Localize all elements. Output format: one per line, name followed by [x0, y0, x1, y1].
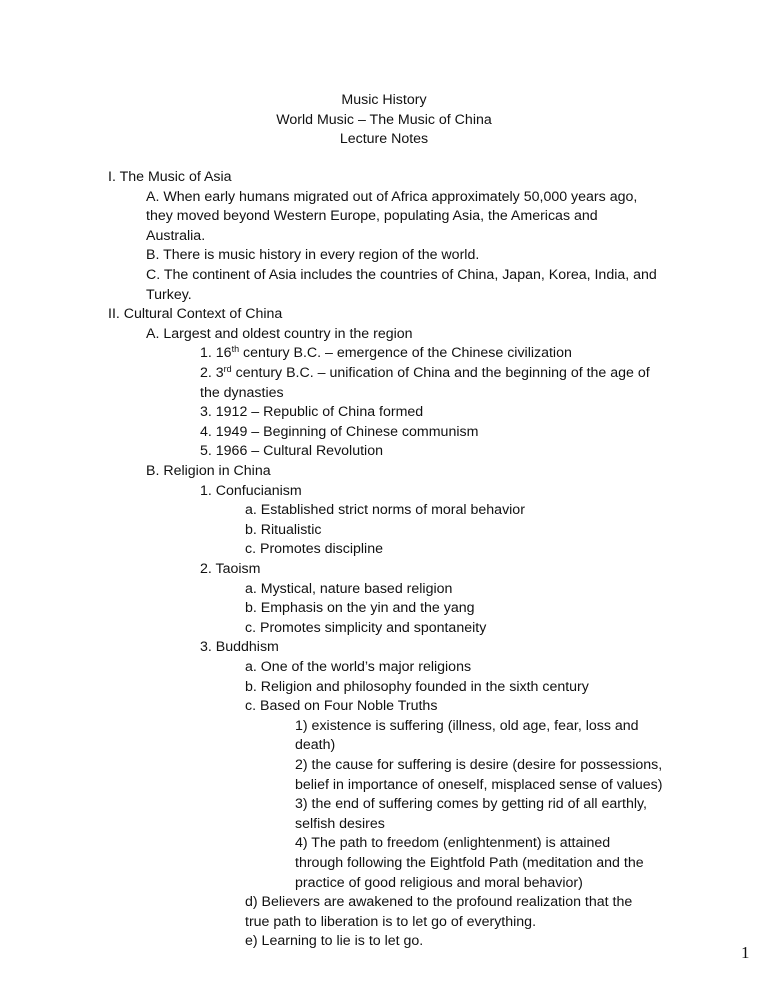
outline-item: through following the Eightfold Path (meditation and the	[295, 855, 644, 871]
outline-item: a. One of the world’s major religions	[245, 659, 472, 675]
outline-item: true path to liberation is to let go of everything.	[245, 914, 537, 930]
outline-item: 5. 1966 – Cultural Revolution	[200, 443, 383, 459]
outline-item: B. There is music history in every region of the world.	[146, 247, 480, 263]
outline-item: 1. Confucianism	[200, 483, 302, 499]
outline-item: 3. 1912 – Republic of China formed	[200, 404, 424, 420]
outline-item: Turkey.	[146, 287, 192, 303]
outline-item: 2. 3rd century B.C. – unification of China and the beginning of the age of	[200, 364, 650, 381]
outline-item: the dynasties	[200, 385, 284, 401]
outline-item: c. Promotes simplicity and spontaneity	[245, 620, 487, 636]
lecture-title: World Music – The Music of China	[276, 111, 492, 128]
outline-item: 1) existence is suffering (illness, old age, fear, loss and	[295, 718, 639, 734]
outline-item: a. Mystical, nature based religion	[245, 581, 453, 597]
page-number: 1	[741, 943, 750, 962]
outline-item: c. Promotes discipline	[245, 541, 383, 557]
title-block	[0, 91, 768, 150]
outline-item: 3) the end of suffering comes by getting rid of all earthly,	[295, 796, 647, 812]
section-2-heading: II. Cultural Context of China	[108, 306, 283, 322]
outline-item: b. Religion and philosophy founded in the sixth century	[245, 679, 589, 695]
outline-item: c. Based on Four Noble Truths	[245, 698, 438, 714]
outline-item: 4) The path to freedom (enlightenment) is attained	[295, 835, 611, 851]
outline-item: 4. 1949 – Beginning of Chinese communism	[200, 424, 479, 440]
outline-item: A. Largest and oldest country in the region	[146, 326, 413, 342]
outline-item: they moved beyond Western Europe, populating Asia, the Americas and	[146, 208, 598, 224]
lecture-notes-label: Lecture Notes	[339, 131, 429, 148]
outline-item: practice of good religious and moral behavior)	[295, 875, 583, 891]
outline-item: 2. Taoism	[200, 561, 261, 577]
outline-item: death)	[295, 737, 336, 753]
outline-item: belief in importance of oneself, misplaced sense of values)	[295, 777, 663, 793]
outline-item: d) Believers are awakened to the profound realization that the	[245, 894, 633, 910]
outline-item: A. When early humans migrated out of Africa approximately 50,000 years ago,	[146, 189, 638, 205]
outline-item: e) Learning to lie is to let go.	[245, 933, 424, 949]
outline-item: B. Religion in China	[146, 463, 271, 479]
outline-item: 2) the cause for suffering is desire (desire for possessions,	[295, 757, 663, 773]
course-title: Music History	[341, 92, 427, 108]
outline-item: b. Emphasis on the yin and the yang	[245, 600, 475, 616]
outline-item: 1. 16th century B.C. – emergence of the Chinese civilization	[200, 344, 572, 361]
outline-item: Australia.	[146, 228, 206, 244]
outline-item: 3. Buddhism	[200, 639, 279, 655]
outline-item: a. Established strict norms of moral behavior	[245, 502, 525, 518]
outline-item: C. The continent of Asia includes the countries of China, Japan, Korea, India, and	[146, 267, 657, 283]
outline-item: selfish desires	[295, 816, 385, 832]
section-1-heading: I. The Music of Asia	[108, 169, 232, 185]
outline-item: b. Ritualistic	[245, 522, 322, 538]
